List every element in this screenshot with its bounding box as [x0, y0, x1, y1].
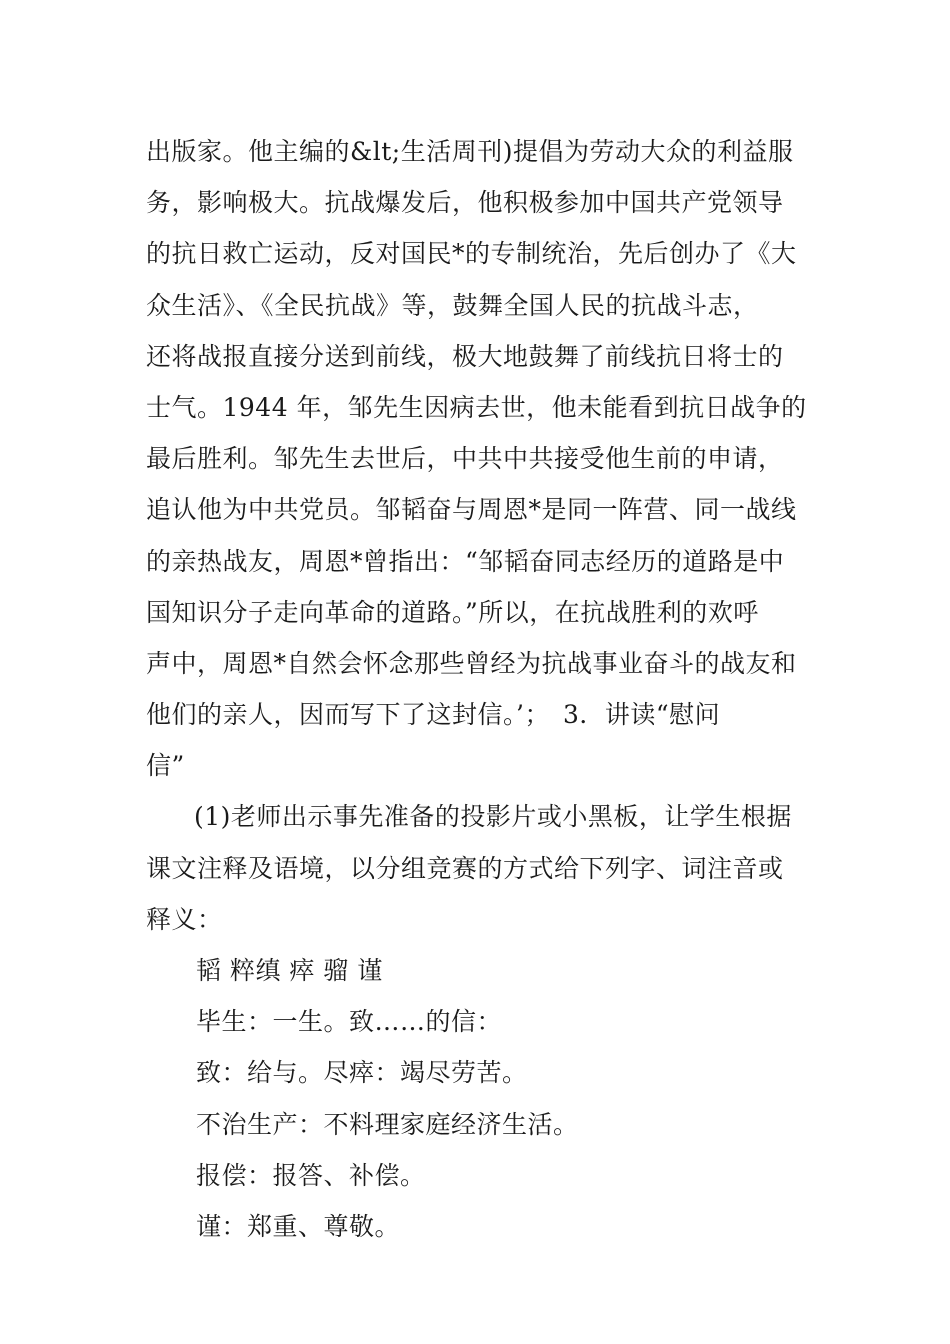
paragraph-line: 出版家。他主编的&lt;生活周刊)提倡为劳动大众的利益服	[146, 137, 794, 166]
vocab-line: 谨：郑重、尊敬。	[196, 1211, 401, 1241]
vocab-line: 毕生：一生。致……的信：	[196, 1007, 503, 1037]
paragraph-line: 务，影响极大。抗战爆发后，他积极参加中国共产党领导	[146, 188, 784, 218]
vocab-line: 韬 粹缜 瘁 骝 谨	[196, 956, 383, 985]
paragraph-line: 国知识分子走向革命的道路。”所以，在抗战胜利的欢呼	[146, 597, 759, 627]
exercise-intro-line: (1)老师出示事先准备的投影片或小黑板，让学生根据	[194, 802, 792, 832]
paragraph-line: 声中，周恩*自然会怀念那些曾经为抗战事业奋斗的战友和	[146, 648, 797, 678]
paragraph-line: 众生活》、《全民抗战》等，鼓舞全国人民的抗战斗志，	[146, 290, 759, 320]
paragraph-line: 追认他为中共党员。邹韬奋与周恩*是同一阵营、同一战线	[146, 495, 797, 525]
paragraph-line: 的亲热战友，周恩*曾指出：“邹韬奋同志经历的道路是中	[146, 546, 785, 576]
vocab-line: 报偿：报答、补偿。	[196, 1160, 426, 1190]
vocab-line: 致：给与。尽瘁：竭尽劳苦。	[196, 1058, 528, 1088]
paragraph-line: 他们的亲人，因而写下了这封信。’； 3．讲读“慰问	[146, 700, 721, 730]
paragraph-line: 最后胜利。邹先生去世后，中共中共接受他生前的申请，	[146, 444, 784, 474]
paragraph-line: 还将战报直接分送到前线，极大地鼓舞了前线抗日将士的	[146, 341, 784, 371]
vocab-line: 不治生产：不料理家庭经济生活。	[196, 1109, 579, 1139]
paragraph-line: 信”	[146, 751, 185, 781]
paragraph-line: 的抗日救亡运动，反对国民*的专制统治，先后创办了《大	[146, 239, 797, 269]
exercise-intro-line: 释义：	[146, 904, 223, 934]
body-text	[146, 126, 808, 1252]
exercise-intro-line: 课文注释及语境，以分组竞赛的方式给下列字、词注音或	[146, 853, 784, 883]
paragraph-line: 士气。1944 年，邹先生因病去世，他未能看到抗日战争的	[146, 392, 807, 422]
